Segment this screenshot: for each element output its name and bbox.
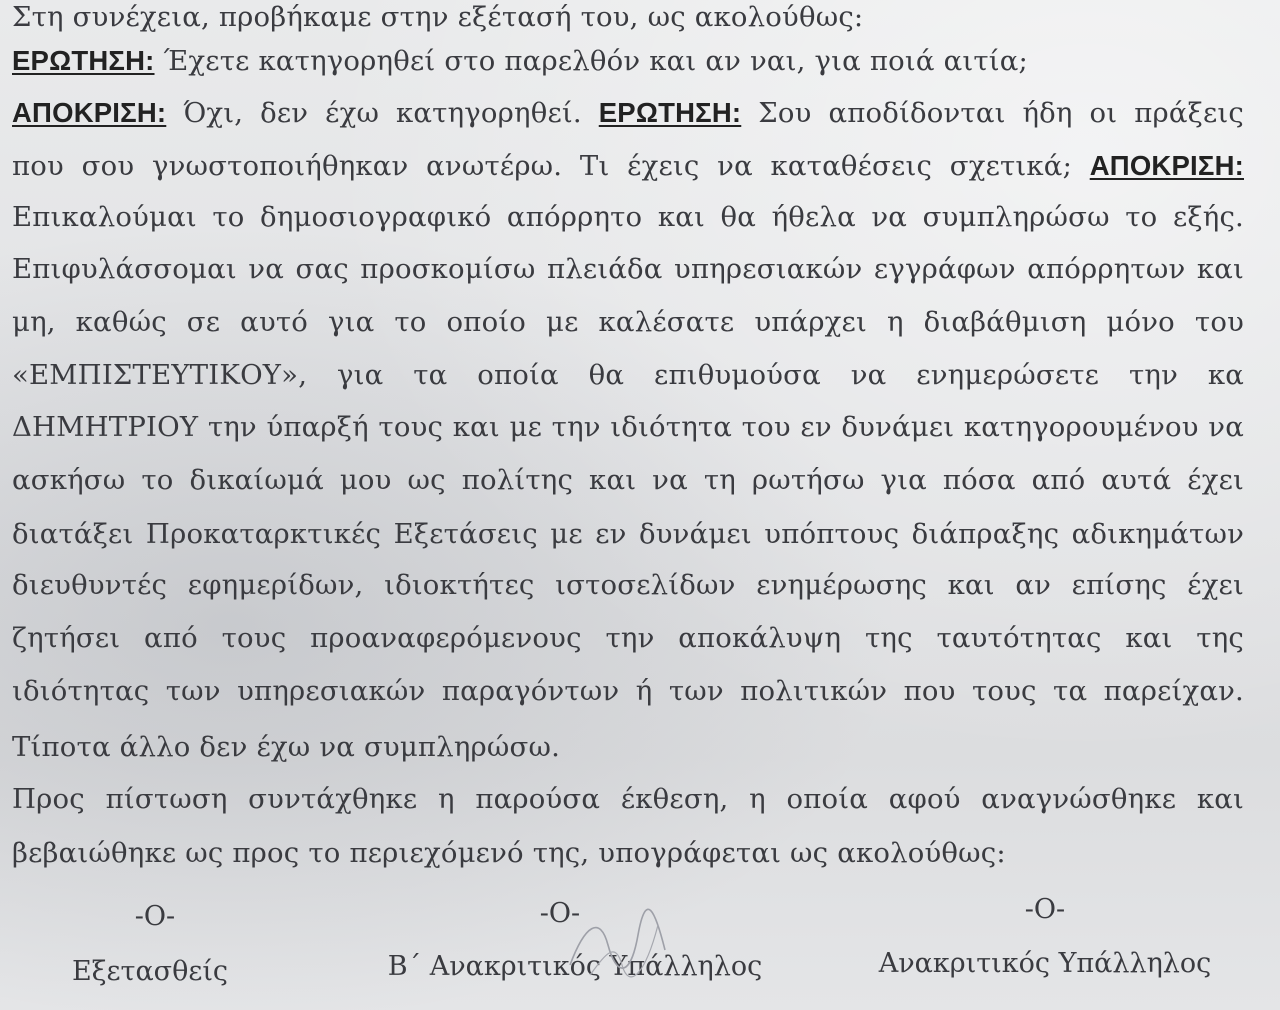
signature-label-examinee: Εξετασθείς xyxy=(71,956,229,987)
text-line xyxy=(12,568,1244,602)
text-line xyxy=(12,782,1244,816)
text-line xyxy=(12,730,1244,764)
text-line xyxy=(12,252,1244,286)
text-run: διευθυντές εφημερίδων, ιδιοκτήτες ιστοσελίδων ενημέρωσης και αν επίσης έχει xyxy=(12,569,1244,601)
text-run: «ΕΜΠΙΣΤΕΥΤΙΚΟΥ», για τα οποία θα επιθυμούσα να ενημερώσετε την κα xyxy=(12,359,1244,391)
section-heading: ΑΠΟΚΡΙΣΗ: xyxy=(12,97,167,128)
text-line xyxy=(12,149,1244,183)
text-run: Επικαλούμαι το δημοσιογραφικό απόρρητο και θα ήθελα να συμπληρώσω το εξής. xyxy=(12,201,1244,233)
text-line xyxy=(12,96,1244,130)
text-run: Τίποτα άλλο δεν έχω να συμπληρώσω. xyxy=(12,731,561,763)
text-line xyxy=(12,621,1244,655)
text-run: ΔΗΜΗΤΡΙΟΥ την ύπαρξή τους και με την ιδιότητα του εν δυνάμει κατηγορουμένου να xyxy=(12,411,1244,443)
handwritten-signature-scribble xyxy=(560,905,680,985)
text-line xyxy=(12,358,1244,392)
text-line xyxy=(12,410,1244,444)
text-line xyxy=(12,517,1244,551)
signature-mark-examinee: -Ο- xyxy=(134,901,176,932)
signature-mark-deputy-investigator: -Ο- xyxy=(539,898,581,929)
text-line xyxy=(12,305,1244,339)
text-run: ιδιότητας των υπηρεσιακών παραγόντων ή των πολιτικών που τους τα παρείχαν. xyxy=(12,675,1244,707)
text-line xyxy=(12,674,1244,708)
text-line xyxy=(12,44,1244,78)
text-run: βεβαιώθηκε ως προς το περιεχόμενό της, υπογράφεται ως ακολούθως: xyxy=(12,837,1006,869)
text-run: Επιφυλάσσομαι να σας προσκομίσω πλειάδα υπηρεσιακών εγγράφων απόρρητων και xyxy=(12,253,1244,285)
text-line xyxy=(12,836,1244,870)
signature-mark-investigator: -Ο- xyxy=(1024,894,1066,925)
text-run: που σου γνωστοποιήθηκαν ανωτέρω. Τι έχεις να καταθέσεις σχετικά; xyxy=(12,150,1090,182)
text-run: διατάξει Προκαταρκτικές Εξετάσεις με εν δυνάμει υπόπτους διάπραξης αδικημάτων xyxy=(12,518,1244,550)
text-run: ασκήσω το δικαίωμά μου ως πολίτης και να τη ρωτήσω για πόσα από αυτά έχει xyxy=(12,464,1244,496)
section-heading: ΑΠΟΚΡΙΣΗ: xyxy=(1089,150,1244,181)
section-heading: ΕΡΩΤΗΣΗ: xyxy=(598,97,742,128)
text-line xyxy=(12,0,1244,34)
signature-label-deputy-investigator: Β΄ Ανακριτικός Υπάλληλος xyxy=(387,951,763,982)
text-run: Στη συνέχεια, προβήκαμε στην εξέτασή του, ως ακολούθως: xyxy=(12,1,864,33)
text-run: Έχετε κατηγορηθεί στο παρελθόν και αν ναι, για ποιά αιτία; xyxy=(154,45,1028,77)
text-line xyxy=(12,463,1244,497)
text-run: Προς πίστωση συντάχθηκε η παρούσα έκθεση, η οποία αφού αναγνώσθηκε και xyxy=(12,783,1244,815)
signature-label-investigator: Ανακριτικός Υπάλληλος xyxy=(878,948,1212,979)
text-line xyxy=(12,200,1244,234)
section-heading: ΕΡΩΤΗΣΗ: xyxy=(12,45,155,76)
text-run: μη, καθώς σε αυτό για το οποίο με καλέσατε υπάρχει η διαβάθμιση μόνο του xyxy=(12,306,1244,338)
text-run: Σου αποδίδονται ήδη οι πράξεις xyxy=(741,97,1244,129)
text-run: ζητήσει από τους προαναφερόμενους την αποκάλυψη της ταυτότητας και της xyxy=(12,622,1244,654)
text-run: Όχι, δεν έχω κατηγορηθεί. xyxy=(166,97,599,129)
